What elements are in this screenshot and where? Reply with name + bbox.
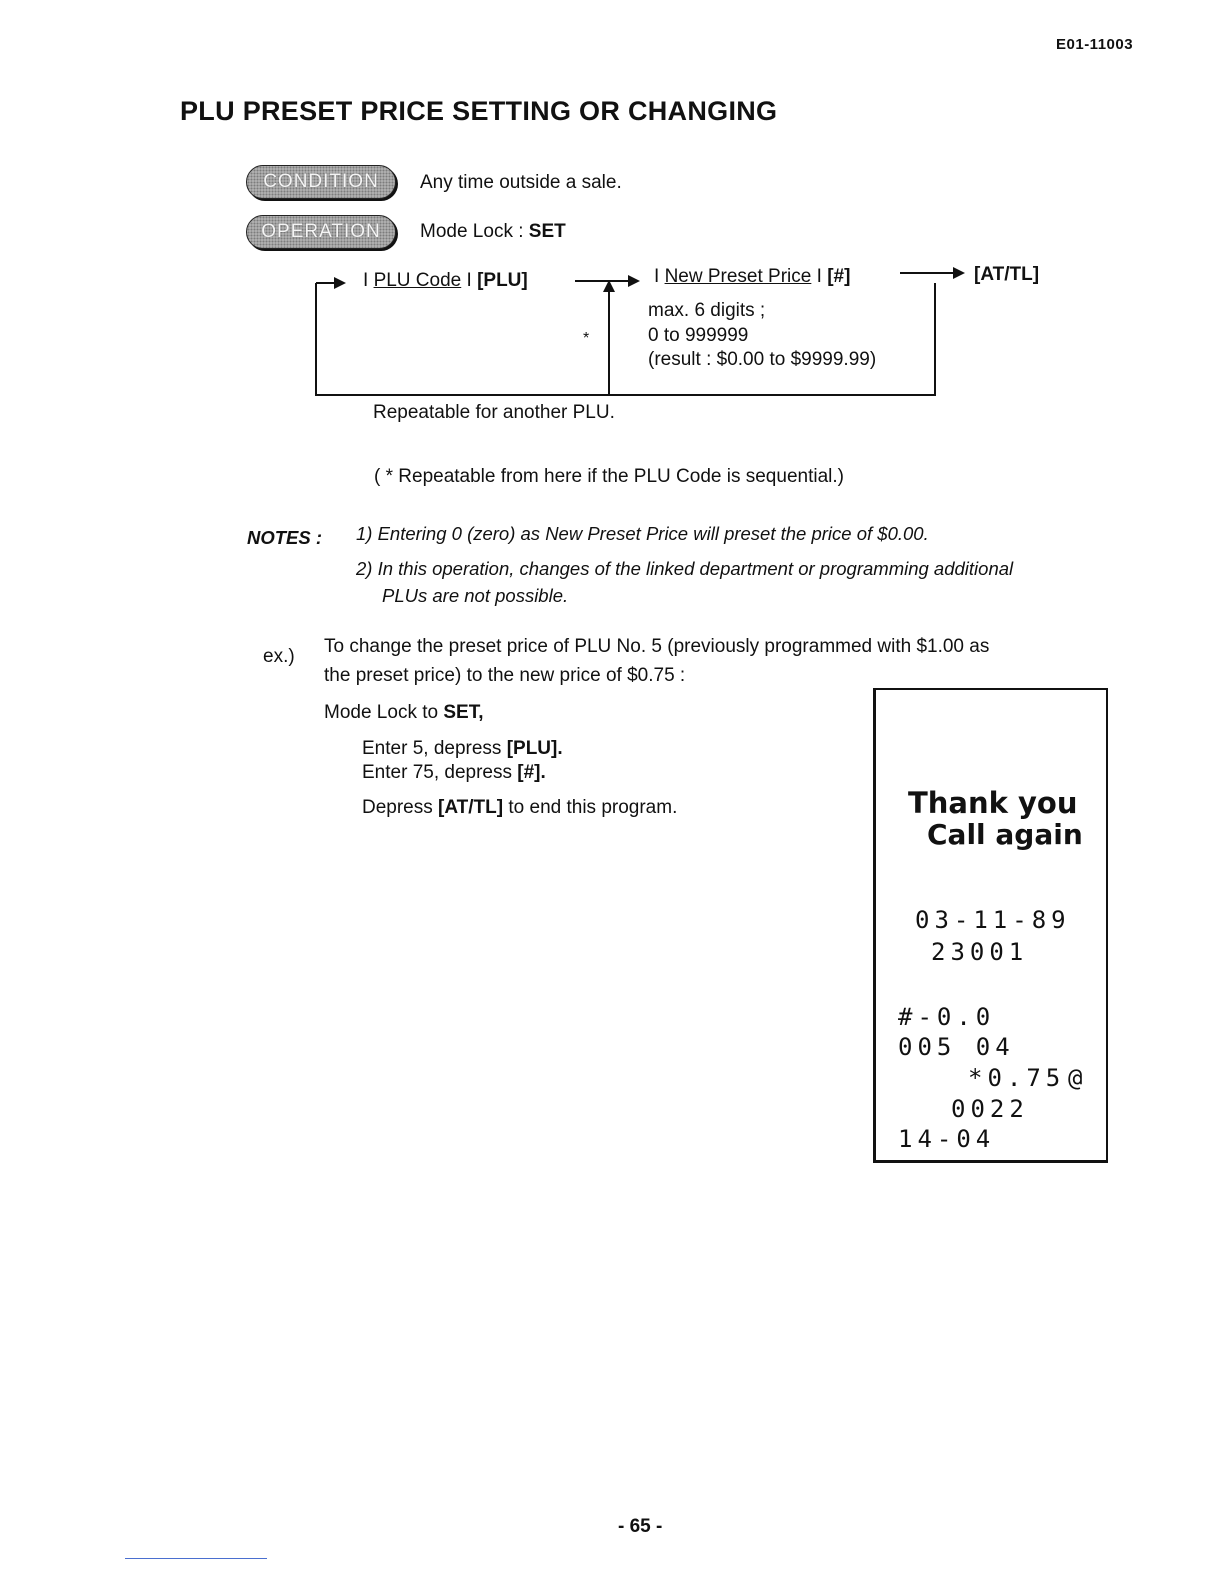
mode-prefix: Mode Lock to — [324, 702, 444, 723]
note-2: 2) In this operation, changes of the linked department or programming additional — [356, 558, 1014, 579]
receipt-at-sign: @ — [1068, 1064, 1088, 1092]
receipt-number: 23001 — [931, 938, 1029, 966]
step-3-text: Depress — [362, 797, 439, 818]
document-number: E01-11003 — [1056, 36, 1134, 53]
repeat-loop-line — [316, 283, 935, 395]
plu-code-label: PLU Code — [373, 270, 462, 291]
receipt-hash-line: #-0.0 — [898, 1003, 996, 1031]
page-number: - 65 - — [618, 1516, 663, 1537]
receipt-call-again: Call again — [927, 818, 1083, 851]
footer-divider — [125, 1558, 267, 1559]
bar-separator: I — [466, 270, 472, 291]
example-line-2: the preset price) to the new price of $0.75 : — [324, 665, 686, 686]
star-mark: * — [583, 330, 590, 347]
example-mode-lock — [324, 702, 483, 724]
note-2-continued: PLUs are not possible. — [382, 585, 569, 606]
repeat-plu-text: Repeatable for another PLU. — [373, 402, 615, 423]
step-2-key: [#]. — [517, 762, 546, 783]
hash-key: [#] — [827, 266, 851, 287]
new-price-label: New Preset Price — [664, 266, 812, 287]
mode-value: SET, — [443, 702, 484, 723]
plu-key: [PLU] — [477, 270, 528, 291]
step-1-key: [PLU]. — [506, 738, 563, 759]
condition-badge: CONDITION — [246, 165, 396, 199]
end-key: [AT/TL] — [974, 264, 1040, 285]
bar-separator: I — [654, 266, 660, 287]
operation-prefix: Mode Lock : — [420, 221, 529, 242]
receipt-plu-line: 005 04 — [898, 1033, 1015, 1061]
receipt-thank-you: Thank you — [908, 786, 1078, 820]
flow-diagram — [0, 0, 1224, 440]
operation-badge: OPERATION — [246, 215, 396, 249]
result-text: (result : $0.00 to $9999.99) — [648, 349, 877, 370]
receipt-count: 0022 — [951, 1095, 1029, 1123]
step-3-key: [AT/TL] — [438, 797, 504, 818]
notes-label: NOTES : — [247, 527, 323, 548]
range-text: 0 to 999999 — [648, 325, 749, 346]
note-1: 1) Entering 0 (zero) as New Preset Price will preset the price of $0.00. — [356, 523, 929, 544]
loop-arrow-head — [334, 277, 346, 289]
receipt-price: *0.75 — [968, 1064, 1066, 1092]
example-line-1: To change the preset price of PLU No. 5 (previously programmed with $1.00 as — [324, 636, 990, 657]
bar-separator: I — [363, 270, 369, 291]
step-1-text: Enter 5, depress — [362, 738, 507, 759]
example-step-1 — [362, 738, 563, 760]
plu-code-entry — [363, 270, 528, 292]
new-price-entry — [654, 266, 850, 288]
page-title: PLU PRESET PRICE SETTING OR CHANGING — [180, 96, 778, 126]
step-2-text: Enter 75, depress — [362, 762, 518, 783]
max-digits-text: max. 6 digits ; — [648, 300, 766, 321]
example-label: ex.) — [263, 646, 295, 667]
receipt-time: 14-04 — [898, 1125, 996, 1153]
bar-separator: I — [816, 266, 822, 287]
end-arrow-head — [953, 267, 965, 279]
example-step-2 — [362, 762, 546, 784]
plu-arrow-head — [628, 275, 640, 287]
example-step-3 — [362, 797, 677, 819]
operation-mode: SET — [528, 221, 566, 242]
condition-text: Any time outside a sale. — [420, 172, 622, 193]
receipt — [873, 688, 1108, 1163]
step-3-suffix: to end this program. — [503, 797, 678, 818]
repeat-sequential-text: ( * Repeatable from here if the PLU Code is sequential.) — [374, 466, 844, 487]
receipt-date: 03-11-89 — [915, 906, 1071, 934]
